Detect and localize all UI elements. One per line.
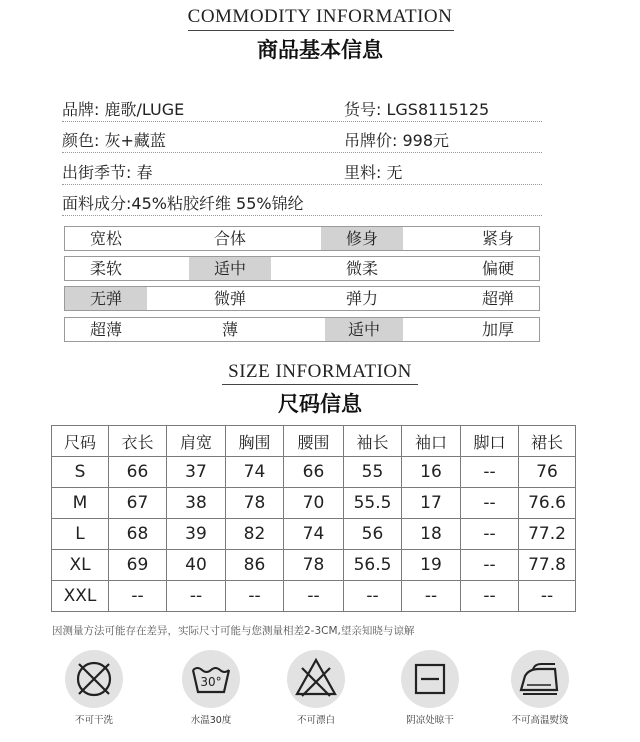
- care-item-wash-30: [179, 650, 243, 726]
- attr-option-selected: 适中: [325, 318, 403, 341]
- table-cell: --: [461, 488, 519, 519]
- care-item-no-iron: [508, 650, 572, 726]
- attr-option: 弹力: [345, 289, 378, 308]
- attr-option-selected: 适中: [189, 257, 271, 280]
- table-cell: --: [344, 581, 402, 612]
- color-text: 颜色: 灰+藏蓝: [62, 131, 166, 150]
- fabric-text: 面料成分:45%粘胶纤维 55%锦纶: [62, 194, 304, 213]
- table-cell: 74: [226, 457, 284, 488]
- item-no-text: 货号: LGS8115125: [344, 100, 490, 119]
- table-row: [52, 519, 576, 550]
- header-cell: 衣长: [109, 426, 167, 457]
- table-cell: 37: [167, 457, 226, 488]
- table-cell: 78: [226, 488, 284, 519]
- wash-30-icon: [182, 650, 240, 708]
- attr-option: 柔软: [89, 259, 122, 278]
- attr-option-selected: 无弹: [65, 287, 147, 310]
- table-cell: 66: [284, 457, 344, 488]
- header-cell: 脚口: [461, 426, 519, 457]
- table-cell: 76.6: [519, 488, 576, 519]
- table-cell: 55: [344, 457, 402, 488]
- size-label-cell: S: [52, 457, 109, 488]
- table-cell: 16: [402, 457, 461, 488]
- table-cell: --: [402, 581, 461, 612]
- table-cell: --: [284, 581, 344, 612]
- table-cell: 17: [402, 488, 461, 519]
- shade-dry-icon: [401, 650, 459, 708]
- header-cell: 胸围: [226, 426, 284, 457]
- size-table: [51, 425, 576, 612]
- table-cell: --: [461, 550, 519, 581]
- table-cell: 56.5: [344, 550, 402, 581]
- season-text: 出街季节: 春: [62, 163, 153, 182]
- attr-option: 薄: [221, 320, 238, 339]
- table-cell: --: [226, 581, 284, 612]
- size-title-zh: 尺码信息: [278, 392, 362, 416]
- attr-row-elasticity: [64, 286, 540, 311]
- lining-text: 里料: 无: [344, 163, 403, 182]
- table-row: [52, 457, 576, 488]
- table-cell: 40: [167, 550, 226, 581]
- table-cell: 67: [109, 488, 167, 519]
- care-label: 不可干洗: [74, 715, 113, 726]
- table-cell: 66: [109, 457, 167, 488]
- size-title-en: SIZE INFORMATION: [228, 361, 412, 382]
- table-cell: --: [461, 457, 519, 488]
- header-cell: 裙长: [519, 426, 576, 457]
- tag-price-text: 吊牌价: 998元: [344, 131, 450, 150]
- commodity-title-en: COMMODITY INFORMATION: [187, 6, 453, 27]
- attr-option: 微弹: [213, 289, 246, 308]
- header-cell: 腰围: [284, 426, 344, 457]
- table-cell: 68: [109, 519, 167, 550]
- care-item-no-bleach: [284, 650, 348, 726]
- header-cell: 袖长: [344, 426, 402, 457]
- size-label-cell: L: [52, 519, 109, 550]
- table-cell: 82: [226, 519, 284, 550]
- no-bleach-icon: [287, 650, 345, 708]
- table-cell: --: [167, 581, 226, 612]
- table-cell: 86: [226, 550, 284, 581]
- table-cell: 76: [519, 457, 576, 488]
- attr-option: 偏硬: [481, 259, 514, 278]
- table-cell: 56: [344, 519, 402, 550]
- attr-option: 超弹: [481, 289, 514, 308]
- measurement-note: 因测量方法可能存在差异，实际尺寸可能与您测量相差2-3CM,望亲知晓与谅解: [52, 625, 415, 637]
- no-iron-icon: [511, 650, 569, 708]
- info-row-2: [62, 123, 542, 153]
- table-row: [52, 488, 576, 519]
- attr-option: 宽松: [89, 229, 122, 248]
- table-cell: 38: [167, 488, 226, 519]
- size-label-cell: XXL: [52, 581, 109, 612]
- table-cell: --: [109, 581, 167, 612]
- header-cell: 袖口: [402, 426, 461, 457]
- attr-option: 紧身: [481, 229, 514, 248]
- commodity-title-zh: 商品基本信息: [257, 38, 383, 62]
- table-cell: 77.2: [519, 519, 576, 550]
- table-cell: 19: [402, 550, 461, 581]
- info-row-1: [62, 92, 542, 122]
- attr-row-fit: [64, 226, 540, 251]
- table-cell: --: [461, 581, 519, 612]
- size-label-cell: M: [52, 488, 109, 519]
- table-cell: 18: [402, 519, 461, 550]
- care-label: 阴凉处晾干: [406, 715, 454, 726]
- attr-option: 超薄: [89, 320, 122, 339]
- table-cell: 39: [167, 519, 226, 550]
- info-row-3: [62, 155, 542, 185]
- care-label: 不可漂白: [296, 715, 335, 726]
- attr-option: 加厚: [481, 320, 514, 339]
- care-item-shade-dry: [398, 650, 462, 726]
- care-label: 不可高温熨烫: [511, 715, 569, 726]
- table-cell: 55.5: [344, 488, 402, 519]
- care-label: 水温30度: [190, 715, 232, 726]
- attr-option-selected: 修身: [321, 227, 403, 250]
- attr-option: 合体: [213, 229, 246, 248]
- table-row: [52, 550, 576, 581]
- header-cell: 尺码: [52, 426, 109, 457]
- attr-option: 微柔: [345, 259, 378, 278]
- table-cell: 78: [284, 550, 344, 581]
- size-title-rule: [222, 384, 418, 385]
- size-table-header: [52, 426, 576, 457]
- table-cell: --: [461, 519, 519, 550]
- table-cell: 77.8: [519, 550, 576, 581]
- header-cell: 肩宽: [167, 426, 226, 457]
- attr-row-thickness: [64, 317, 540, 342]
- no-wash-icon: [65, 650, 123, 708]
- table-cell: 69: [109, 550, 167, 581]
- care-item-no-wash: [62, 650, 126, 726]
- table-cell: 70: [284, 488, 344, 519]
- attr-row-softness: [64, 256, 540, 281]
- brand-text: 品牌: 鹿歌/LUGE: [62, 100, 185, 119]
- size-label-cell: XL: [52, 550, 109, 581]
- wash-temp-text: 30°: [200, 675, 222, 689]
- table-row: [52, 581, 576, 612]
- commodity-title-rule: [188, 30, 454, 31]
- info-row-4: [62, 186, 542, 216]
- table-cell: --: [519, 581, 576, 612]
- table-cell: 74: [284, 519, 344, 550]
